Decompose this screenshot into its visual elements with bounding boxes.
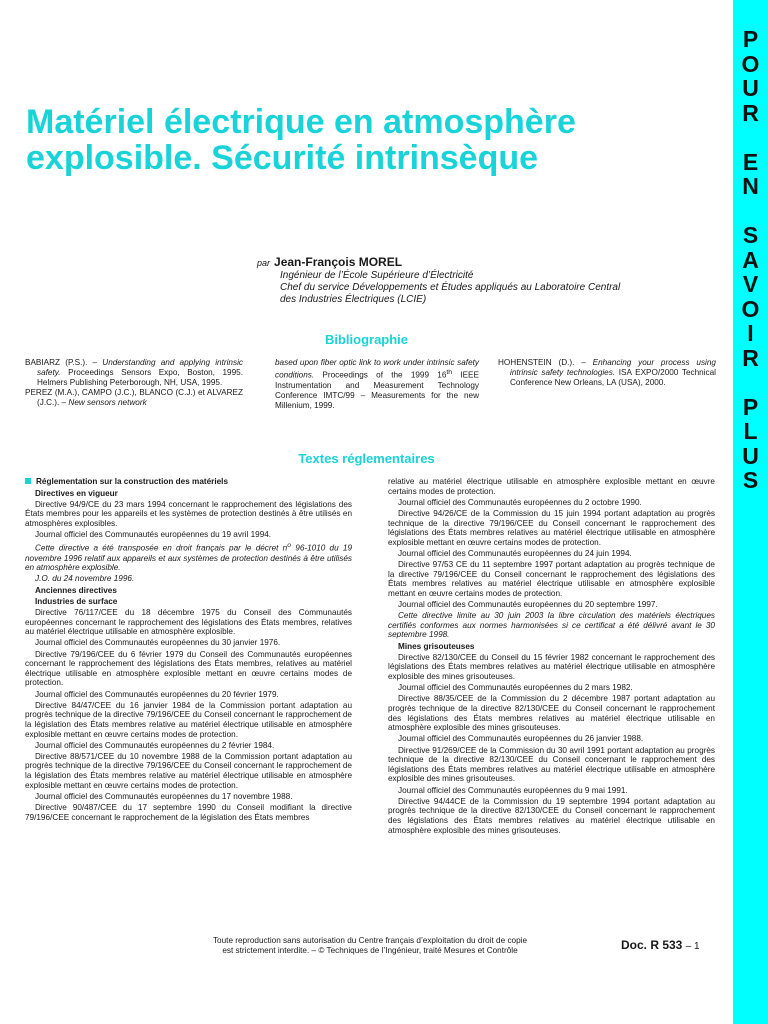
bibliography-col-1 [25,358,243,408]
sidebar-letter: L [743,418,758,444]
paragraph: Journal officiel des Communautés européennes du 24 juin 1994. [398,548,632,558]
bib-entry-hohenstein [498,358,716,388]
bibliography-col-2 [275,358,479,411]
paragraph: Journal officiel des Communautés européennes du 9 mai 1991. [398,785,628,795]
sidebar-letter: S [742,467,759,493]
subheading: Directives en vigueur [35,488,118,498]
paragraph: Journal officiel des Communautés européennes du 2 mars 1982. [398,683,633,693]
subheading: Industries de surface [35,596,118,606]
paragraph: Journal officiel des Communautés européennes du 20 février 1979. [35,689,279,699]
bib-title: based upon fiber optic link to work under intrinsic safety conditions. [275,358,479,380]
sidebar-letter: P [742,26,759,52]
section-heading: Réglementation sur la construction des matériels [25,477,352,487]
sidebar-letter: O [741,50,760,77]
title-line-2: explosible. Sécurité intrinsèque [26,139,539,177]
paragraph: J.O. du 24 novembre 1996. [35,574,135,584]
paragraph: Directive 94/26/CE de la Commission du 15 juin 1994 portant adaptation au progrès technique de la directive 79/196/CEE du Conseil concernant le rapprochement des législations des États membres relatives au matériel électrique utilisable en atmosphère explosible mettant en œuvre certains modes de protection. [388,508,715,547]
paragraph: Directive 79/196/CEE du 6 février 1979 du Conseil des Communautés européennes concernant le rapprochement des législations des États membres, relatives au matériel électrique utilisable en atmosphère explosible mettant en œuvre certains modes de protection. [25,649,352,688]
sidebar-letter: U [742,442,759,469]
subheading: Mines grisouteuses [398,641,475,651]
paragraph: Directive 91/269/CEE de la Commission du 30 avril 1991 portant adaptation au progrès technique de la directive 82/130/CEE du Conseil concernant le rapprochement des législations des États membres relatives au matériel électrique utilisable en atmosphère explosible des mines grisouteuses. [388,745,715,784]
bib-details: Proceedings of the 1999 16 [322,370,447,380]
author-prefix: par [257,258,271,268]
author-affiliation-3: des Industries Électriques (LCIE) [280,294,427,305]
doc-number: Doc. R 533 [621,938,683,952]
paragraph: Cette directive limite au 30 juin 2003 la libre circulation des matériels électriques certifiés conformes aux normes harmonisées si ce certificat a été délivré avant le 30 septembre 1998. [388,611,715,640]
author-name: Jean-François MOREL [274,255,403,269]
copyright-line-2: est strictement interdite. – © Techniques de l’Ingénieur, traité Mesures et Contrôle [222,945,518,955]
paragraph: Journal officiel des Communautés européennes du 2 février 1984. [35,740,275,750]
paragraph: Journal officiel des Communautés européennes du 30 janvier 1976. [35,638,281,648]
paragraph: Directive 88/571/CEE du 10 novembre 1988 de la Commission portant adaptation au progrès technique de la directive 79/196/CEE du Conseil concernant le rapprochement de la législation des États membres relative au matériel électrique utilisable en atmosphère explosible mettant en œuvre certains modes de protection. [25,751,352,790]
pour-en-savoir-plus-sidebar [733,0,768,1024]
paragraph: Directive 88/35/CEE de la Commission du 2 décembre 1987 portant adaptation au progrès technique de la directive 82/130/CEE du Conseil concernant le rapprochement des législations des États membres relatives au matériel électrique utilisable en atmosphère explosible des mines grisouteuses. [388,694,715,733]
paragraph: Directive 94/9/CE du 23 mars 1994 concernant le rapprochement des législations des États membres pour les appareils et les systèmes de protection destinés à être utilisés en atmosphères explosibles. [25,499,352,528]
regulations-heading: Textes réglementaires [298,451,435,466]
paragraph: Journal officiel des Communautés européennes du 2 octobre 1990. [398,497,642,507]
page-title [26,104,716,176]
sidebar-letter: E [742,148,759,175]
sidebar-letter: O [741,295,760,322]
paragraph: Directive 76/117/CEE du 18 décembre 1975 du Conseil des Communautés européennes concernant le rapprochement des législations des États membres, relatives au matériel électrique utilisable en atmosphère explosible. [25,608,352,637]
paragraph: Directive 90/487/CEE du 17 septembre 1990 du Conseil modifiant la directive 79/196/CEE concernant le rapprochement de la législation des États membres [25,803,352,822]
author-affiliation-2: Chef du service Développements et Études appliqués au Laboratoire Central [280,282,621,293]
paragraph: Directive 94/44CE de la Commission du 19 septembre 1994 portant adaptation au progrès technique de la directive 82/130/CEE du Conseil concernant le rapprochement des législations des États membres relatives au matériel électrique utilisable en atmosphère explosible des mines grisouteuses. [388,796,715,835]
paragraph: Journal officiel des Communautés européennes du 20 septembre 1997. [398,600,658,610]
sidebar-letter: A [742,246,759,273]
copyright-line-1: Toute reproduction sans autorisation du Centre français d’exploitation du droit de copie [212,936,528,945]
bib-entry-babiarz [25,358,243,388]
paragraph: Journal officiel des Communautés européennes du 26 janvier 1988. [398,734,644,744]
paragraph: Directive 97/53 CE du 11 septembre 1997 portant adaptation au progrès technique de la directive 79/196/CEE du Conseil concernant le rapprochement des législations des États membres relatives au matériel électrique utilisable en atmosphère explosible mettant en œuvre certains modes de protection. [388,560,715,598]
regulations-right-column [388,477,715,837]
document-reference [621,938,700,952]
title-line-1: Matériel électrique en atmosphère [26,103,576,141]
sidebar-letter: I [747,320,754,346]
bib-author: HOHENSTEIN (D.). – [498,358,586,367]
bib-details: Proceedings Sensors Expo, Boston, 1995. Helmers Publishing Peterborough, NH, USA, 1995. [37,368,243,387]
regulations-left-column [25,477,352,824]
paragraph: Journal officiel des Communautés européennes du 17 novembre 1988. [35,791,293,801]
bib-author: PEREZ (M.A.), CAMPO (J.C.), BLANCO (C.J.) et ALVAREZ (J.C.). – [25,388,243,407]
bib-superscript: th [446,369,453,376]
author-affiliation-1: Ingénieur de l’École Supérieure d’Électricité [280,270,474,281]
sidebar-gap [733,199,768,224]
sidebar-letter: U [742,75,759,101]
square-bullet-icon [25,478,31,484]
sidebar-letter: N [742,173,759,199]
bibliography-col-3 [498,358,716,388]
subheading: Anciennes directives [35,585,117,595]
bib-title: Understanding and applying intrinsic safety. [37,358,243,377]
page-number: – 1 [685,941,700,952]
bib-title: New sensors network [68,398,147,407]
bib-entry-perez [25,388,243,408]
paragraph: relative au matériel électrique utilisable en atmosphère explosible mettant en œuvre certains modes de protection. [388,477,715,496]
bibliography-heading: Bibliographie [324,332,409,347]
bib-details: ISA EXPO/2000 Technical Conference New Orleans, LA (USA), 2000. [510,368,716,387]
sidebar-letter: R [742,344,759,371]
paragraph: Cette directive a été transposée en droit français par le décret $n^o$ 96-1010 du 19 novembre 1996 relatif aux appareils et aux systèmes de protection destinés à être utilisés en atmosphère explosible. [25,542,352,573]
sidebar-letter: P [742,393,759,420]
sidebar-gap [733,125,768,150]
sidebar-letter: V [742,271,759,297]
copyright-notice [150,936,590,955]
bib-entry-perez-cont [275,358,479,411]
bibliography [25,358,717,428]
bib-author: BABIARZ (P.S.). – [25,358,98,367]
paragraph: Journal officiel des Communautés européennes du 19 avril 1994. [35,530,272,540]
sidebar-letter: R [742,99,759,126]
paragraph: Directive 82/130/CEE du Conseil du 15 février 1982 concernant le rapprochement des législations des États membres relatives au matériel électrique utilisable en atmosphère explosible des mines grisouteuses. [388,652,715,682]
sidebar-gap [733,370,768,395]
sidebar-letters [733,27,768,493]
bib-title: Enhancing your process using intrinsic safety technologies. [510,358,716,377]
paragraph: Directive 84/47/CEE du 16 janvier 1984 de la Commission portant adaptation au progrès technique de la directive 79/196/CEE du Conseil concernant le rapprochement de la législation des États membres relative au matériel électrique utilisable en atmosphère explosible mettant en œuvre certains modes de protection. [25,700,352,739]
sidebar-letter: S [742,222,759,248]
bib-details: IEEE Instrumentation and Measurement Technology Conference IMTC/99 – Measurements for the new Millenium, 1999. [275,370,479,410]
author-block [257,256,697,306]
